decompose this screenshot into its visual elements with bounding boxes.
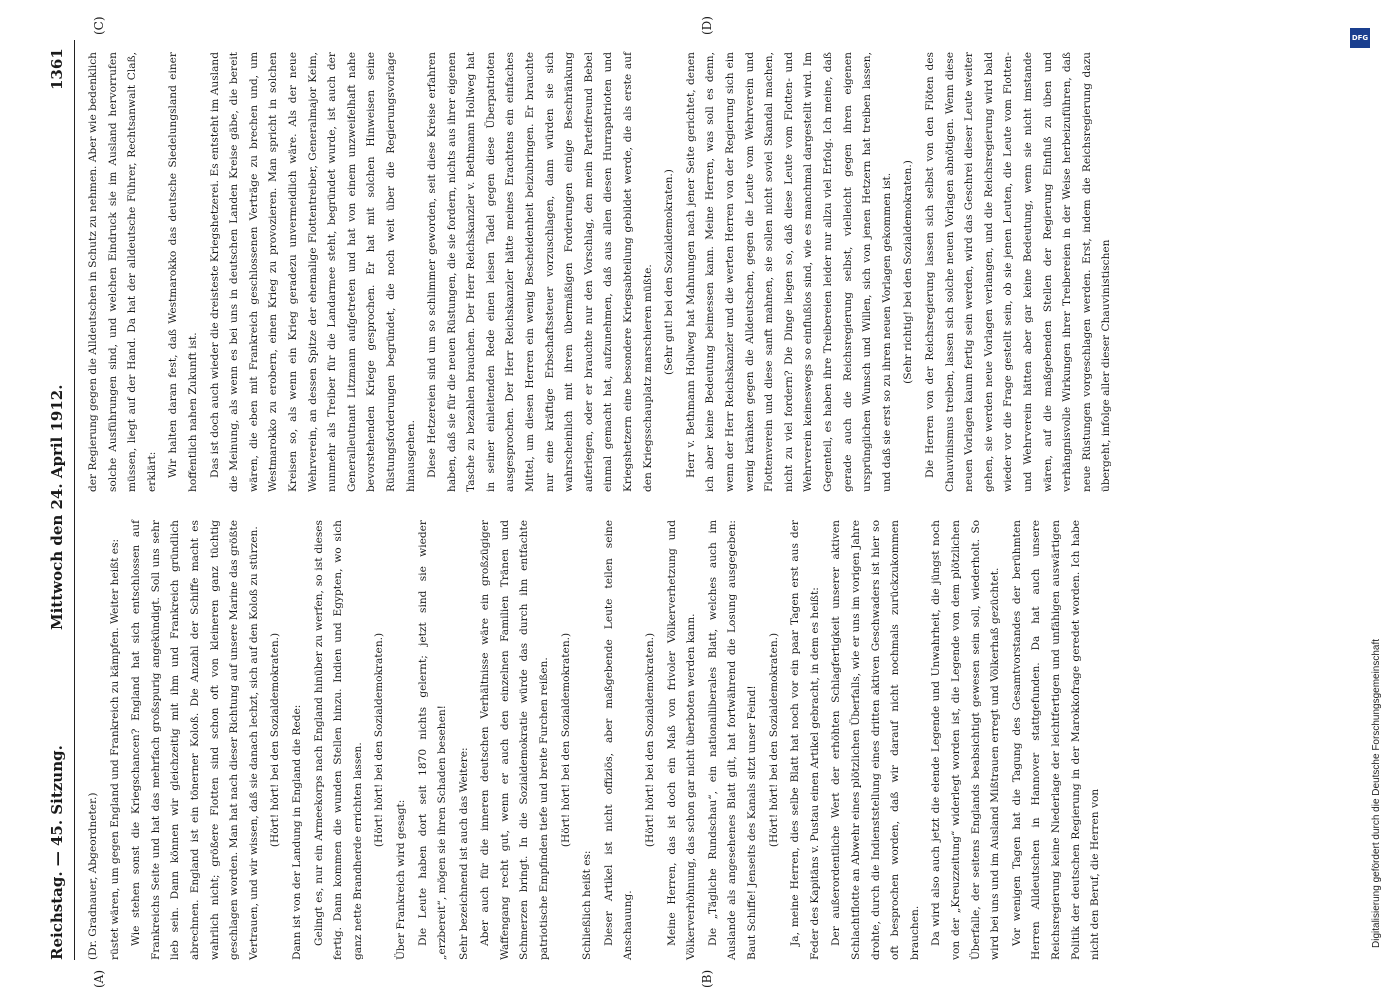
left-column [84, 520, 1320, 960]
page-number: 1361 [48, 48, 66, 90]
left-column-paragraph: (Hört! hört! bei den Sozialdemokraten.) [767, 632, 780, 848]
right-column-paragraph: Wir halten daran fest, daß Westmarokko das deutsche Siedelungsland einer hoffentlich nahen Zukunft ist. [167, 52, 199, 492]
right-column-paragraph: Die Herren von der Reichsregierung lassen sich selbst von den Flöten des Chauvinismus treiben, lassen sich solche neuen Vorlagen abnötigen. Wenn diese neuen Vorlagen kaum fertig sein werden, wird das Geschrei dieser Leute weiter gehen, sie werden neue Vorlagen verlangen, und die Reichsregierung wird bald wieder vor die Frage gestellt sein, ob sie jenen Leuten, die Leute vom Flotten- und Wehrverein hätten aber gar keine Bedeutung, wenn sie nicht imstande wären, auf die maßgebenden Stellen der Regierung Einfluß zu üben und verhängnisvolle Wirkungen ihrer Treibereien in der Weise herbeizuführen, daß neue Rüstungen vorgeschlagen werden. Erst, indem die Reichsregierung dazu übergeht, infolge aller dieser Chauvinistischen [923, 52, 1113, 492]
right-column-paragraph: (Sehr gut! bei den Sozialdemokraten.) [663, 169, 676, 375]
left-column-paragraph: Die „Tägliche Rundschau“, ein nationalliberales Blatt, welches auch im Auslande als angesehenes Blatt gilt, hat fortwährend die Losung ausgegeben: Baut Schiffe! Jenseits des Kanals sitzt unser Feind! [706, 520, 758, 960]
right-column-paragraph: Das ist doch auch wieder die dreisteste Kriegshetzerei. Es entsteht im Ausland die Meinung, als wenn es bei uns in deutschen Landen Kreise gäbe, die bereit wären, die eben mit Frankreich geschlossenen Verträge zu brechen und, um Westmarokko zu erobern, einen Krieg zu provozieren. Man spricht in solchen Kreisen so, als wenn ein Krieg geradezu unvermeidlich wäre. Als der neue Wehrverein, an dessen Spitze der ehemalige Flottentreiber, Generalmajor Keim, nunmehr als Treiber für die Landarmee steht, begründet wurde, ist auch der Generalleutnant Litzmann aufgetreten und hat von einem unzweifelhaft nahe bevorstehenden Kriege gesprochen. Er hat mit solchen Hinweisen seine Rüstungsforderungen begründet, die noch weit über die Regierungsvorlage hinausgehen. [208, 52, 417, 492]
margin-mark-a: (A) [92, 969, 106, 988]
right-column [84, 52, 1320, 492]
header-date: Mittwoch den 24. April 1912. [48, 384, 66, 630]
right-column-paragraph: Herr v. Bethmann Hollweg hat Mahnungen nach jener Seite gerichtet, denen ich aber keine Bedeutung beimessen kann. Meine Herren, was soll es denn, wenn der Herr Reichskanzler und die werten Herren von der Regierung sich ein wenig kränken gegen die Alldeutschen, gegen die Leute vom Wehrverein und Flottenverein und diese sanft mahnen, sie sollen nicht soviel Skandal machen, nicht zu viel fordern? Die Dinge liegen so, daß diese Leute vom Flotten- und Wehrverein keineswegs so einflußlos sind, wie es manchmal dargestellt wird. Im Gegenteil, es haben ihre Treibereien leider nur allzu viel Erfolg. Ich meine, daß gerade auch die Reichsregierung selbst, vielleicht gegen ihren eigenen ursprünglichen Wunsch und Willen, sich von jenen Hetzern hat treiben lassen, und daß sie erst so zu ihren neuen Vorlagen gekommen ist. [684, 52, 893, 492]
left-column-paragraph: (Hört! hört! bei den Sozialdemokraten.) [559, 632, 572, 848]
margin-mark-b: (B) [700, 969, 714, 988]
left-column-paragraph: Vor wenigen Tagen hat die Tagung des Gesamtvorstandes der berühmten Herren Alldeutschen in Hannover stattgefunden. Da hat auch unsere Reichsregierung keine Niederlage der leichtfertigen und unfähigen auswärtigen Politik der deutschen Regierung in der Marokkofrage geredet worden. Ich habe nicht den Beruf, die Herren von [1010, 520, 1102, 960]
left-column-paragraph: Dieser Artikel ist nicht offiziös, aber maßgebende Leute teilen seine Anschauung. [602, 520, 635, 960]
right-column-paragraph: (Sehr richtig! bei den Sozialdemokraten.) [902, 160, 915, 384]
left-column-paragraph: Dann ist von der Landung in England die Rede: [290, 704, 303, 960]
header-left: Reichstag. — 45. Sitzung. [48, 745, 66, 960]
left-column-paragraph: (Dr. Gradnauer, Abgeordneter.) [87, 792, 99, 960]
left-column-paragraph: Der außerordentliche Wert der erhöhten Schlagfertigkeit unserer aktiven Schlachtflotte an Abwehr eines plötzlichen Überfalls, wie er uns im vorigen Jahre drohte, durch die Indienststellung eines dritten aktiven Geschwaders ist hier so oft besprochen worden, daß wir darauf nicht nochmals zurückzukommen brauchen. [830, 520, 921, 960]
left-column-paragraph: Gelingt es, nur ein Armeekorps nach England hinüber zu werfen, so ist dieses fertig. Dann kommen die wunden Stellen hinzu. Indien und Egypten, wo sich ganz nette Brandherde errichten lassen. [312, 520, 364, 960]
left-column-paragraph: Wie stehen sonst die Kriegschancen? England hat sich entschlossen auf Frankreichs Seite und hat das mehrfach großspurig angekündigt. Soll uns sehr lieb sein. Dann können wir gleichzeitig mit ihm und Frankreich gründlich abrechnen. England ist ein tönerner Koloß. Die Anzahl der Schiffe macht es wahrlich nicht; größere Flotten sind schon oft von kleineren ganz tüchtig geschlagen worden. Man hat nach dieser Richtung auf unsere Marine das größte Vertrauen, und wir wissen, daß sie danach lechzt, sich auf den Koloß zu stürzen. [130, 520, 260, 960]
right-column-paragraph: der Regierung gegen die Alldeutschen in Schutz zu nehmen. Aber wie bedenklich solche Ausführungen sind, und welchen Eindruck sie im Ausland hervorrufen müssen, liegt auf der Hand. Da hat der alldeutsche Führer, Rechtsanwalt Claß, erklärt: [87, 52, 158, 492]
left-column-paragraph: Schließlich heißt es: [581, 850, 594, 960]
page-header [40, 40, 75, 960]
left-column-paragraph: Da wird also auch jetzt die elende Legende und Unwahrheit, die jüngst noch von der „Kreuzzeitung“ widerlegt worden ist, die Legende von dem plötzlichen Überfalle, der seitens Englands beabsichtigt gewesen sein soll, wiederholt. So wird bei uns und im Ausland Mißtrauen erregt und Völkerhaß gezüchtet. [930, 520, 1002, 960]
margin-mark-d: (D) [700, 16, 714, 35]
left-column-paragraph: (Hört! hört! bei den Sozialdemokraten.) [373, 632, 386, 848]
digitization-credit: Digitalisierung gefördert durch die Deutsche Forschungsgemeinschaft [1371, 638, 1382, 948]
margin-mark-c: (C) [92, 16, 106, 35]
left-column-paragraph: Aber auch für die inneren deutschen Verhältnisse wäre ein großzügiger Waffengang recht gut, wenn er auch den einzelnen Familien Tränen und Schmerzen bringt. In die Sozialdemokratie würde das durch ihn entfachte patriotische Empfinden tiefe und breite Furchen reißen. [479, 520, 551, 960]
left-column-paragraph: (Hört! hört! bei den Sozialdemokraten.) [644, 632, 657, 848]
left-column-paragraph: Über Frankreich wird gesagt: [394, 799, 407, 960]
left-column-paragraph: Ja, meine Herren, dies selbe Blatt hat noch vor ein paar Tagen erst aus der Feder des Kapitäns v. Pustau einen Artikel gebracht, in dem es heißt: [789, 520, 821, 960]
left-column-paragraph: Sehr bezeichnend ist auch das Weitere: [457, 747, 470, 960]
left-column-paragraph: Meine Herren, das ist doch ein Maß von frivoler Völkerverhetzung und Völkerverhöhnung, das schon gar nicht überboten werden kann. [665, 520, 698, 960]
rotated-page-content [40, 16, 1340, 988]
left-column-paragraph: rüstet wären, um gegen England und Frankreich zu kämpfen. Weiter heißt es: [108, 538, 121, 960]
left-column-paragraph: (Hört! hört! bei den Sozialdemokraten.) [269, 632, 282, 848]
dfg-logo: DFG [1350, 28, 1370, 48]
left-column-paragraph: Die Leute haben dort seit 1870 nichts gelernt; jetzt sind sie wieder „erzbereit“, mögen sie ihren Schaden besehen! [416, 520, 449, 960]
right-column-paragraph: Diese Hetzereien sind um so schlimmer geworden, seit diese Kreise erfahren haben, daß sie für die neuen Rüstungen, die sie fordern, nichts aus ihrer eigenen Tasche zu bezahlen brauchen. Der Herr Reichskanzler v. Bethmann Hollweg hat in seiner einleitenden Rede einen leisen Tadel gegen diese Überpatrioten ausgesprochen. Der Herr Reichskanzler hätte meines Erachtens ein einfaches Mittel, um diesen Herren ein wenig Bescheidenheit beizubringen. Er brauchte nur eine kräftige Erbschaftssteuer vorzuschlagen, dann würden sie sich wahrscheinlich mit ihren übermäßigen Forderungen einige Beschränkung auferlegen, oder er brauchte nur den Vorschlag, den mein Parteifreund Bebel einmal gemacht hat, aufzunehmen, daß aus allen diesen Hurrapatrioten und Kriegshetzern eine besondere Kriegsabteilung gebildet werde, die als erste auf den Kriegsschauplatz marschieren müßte. [426, 52, 654, 492]
